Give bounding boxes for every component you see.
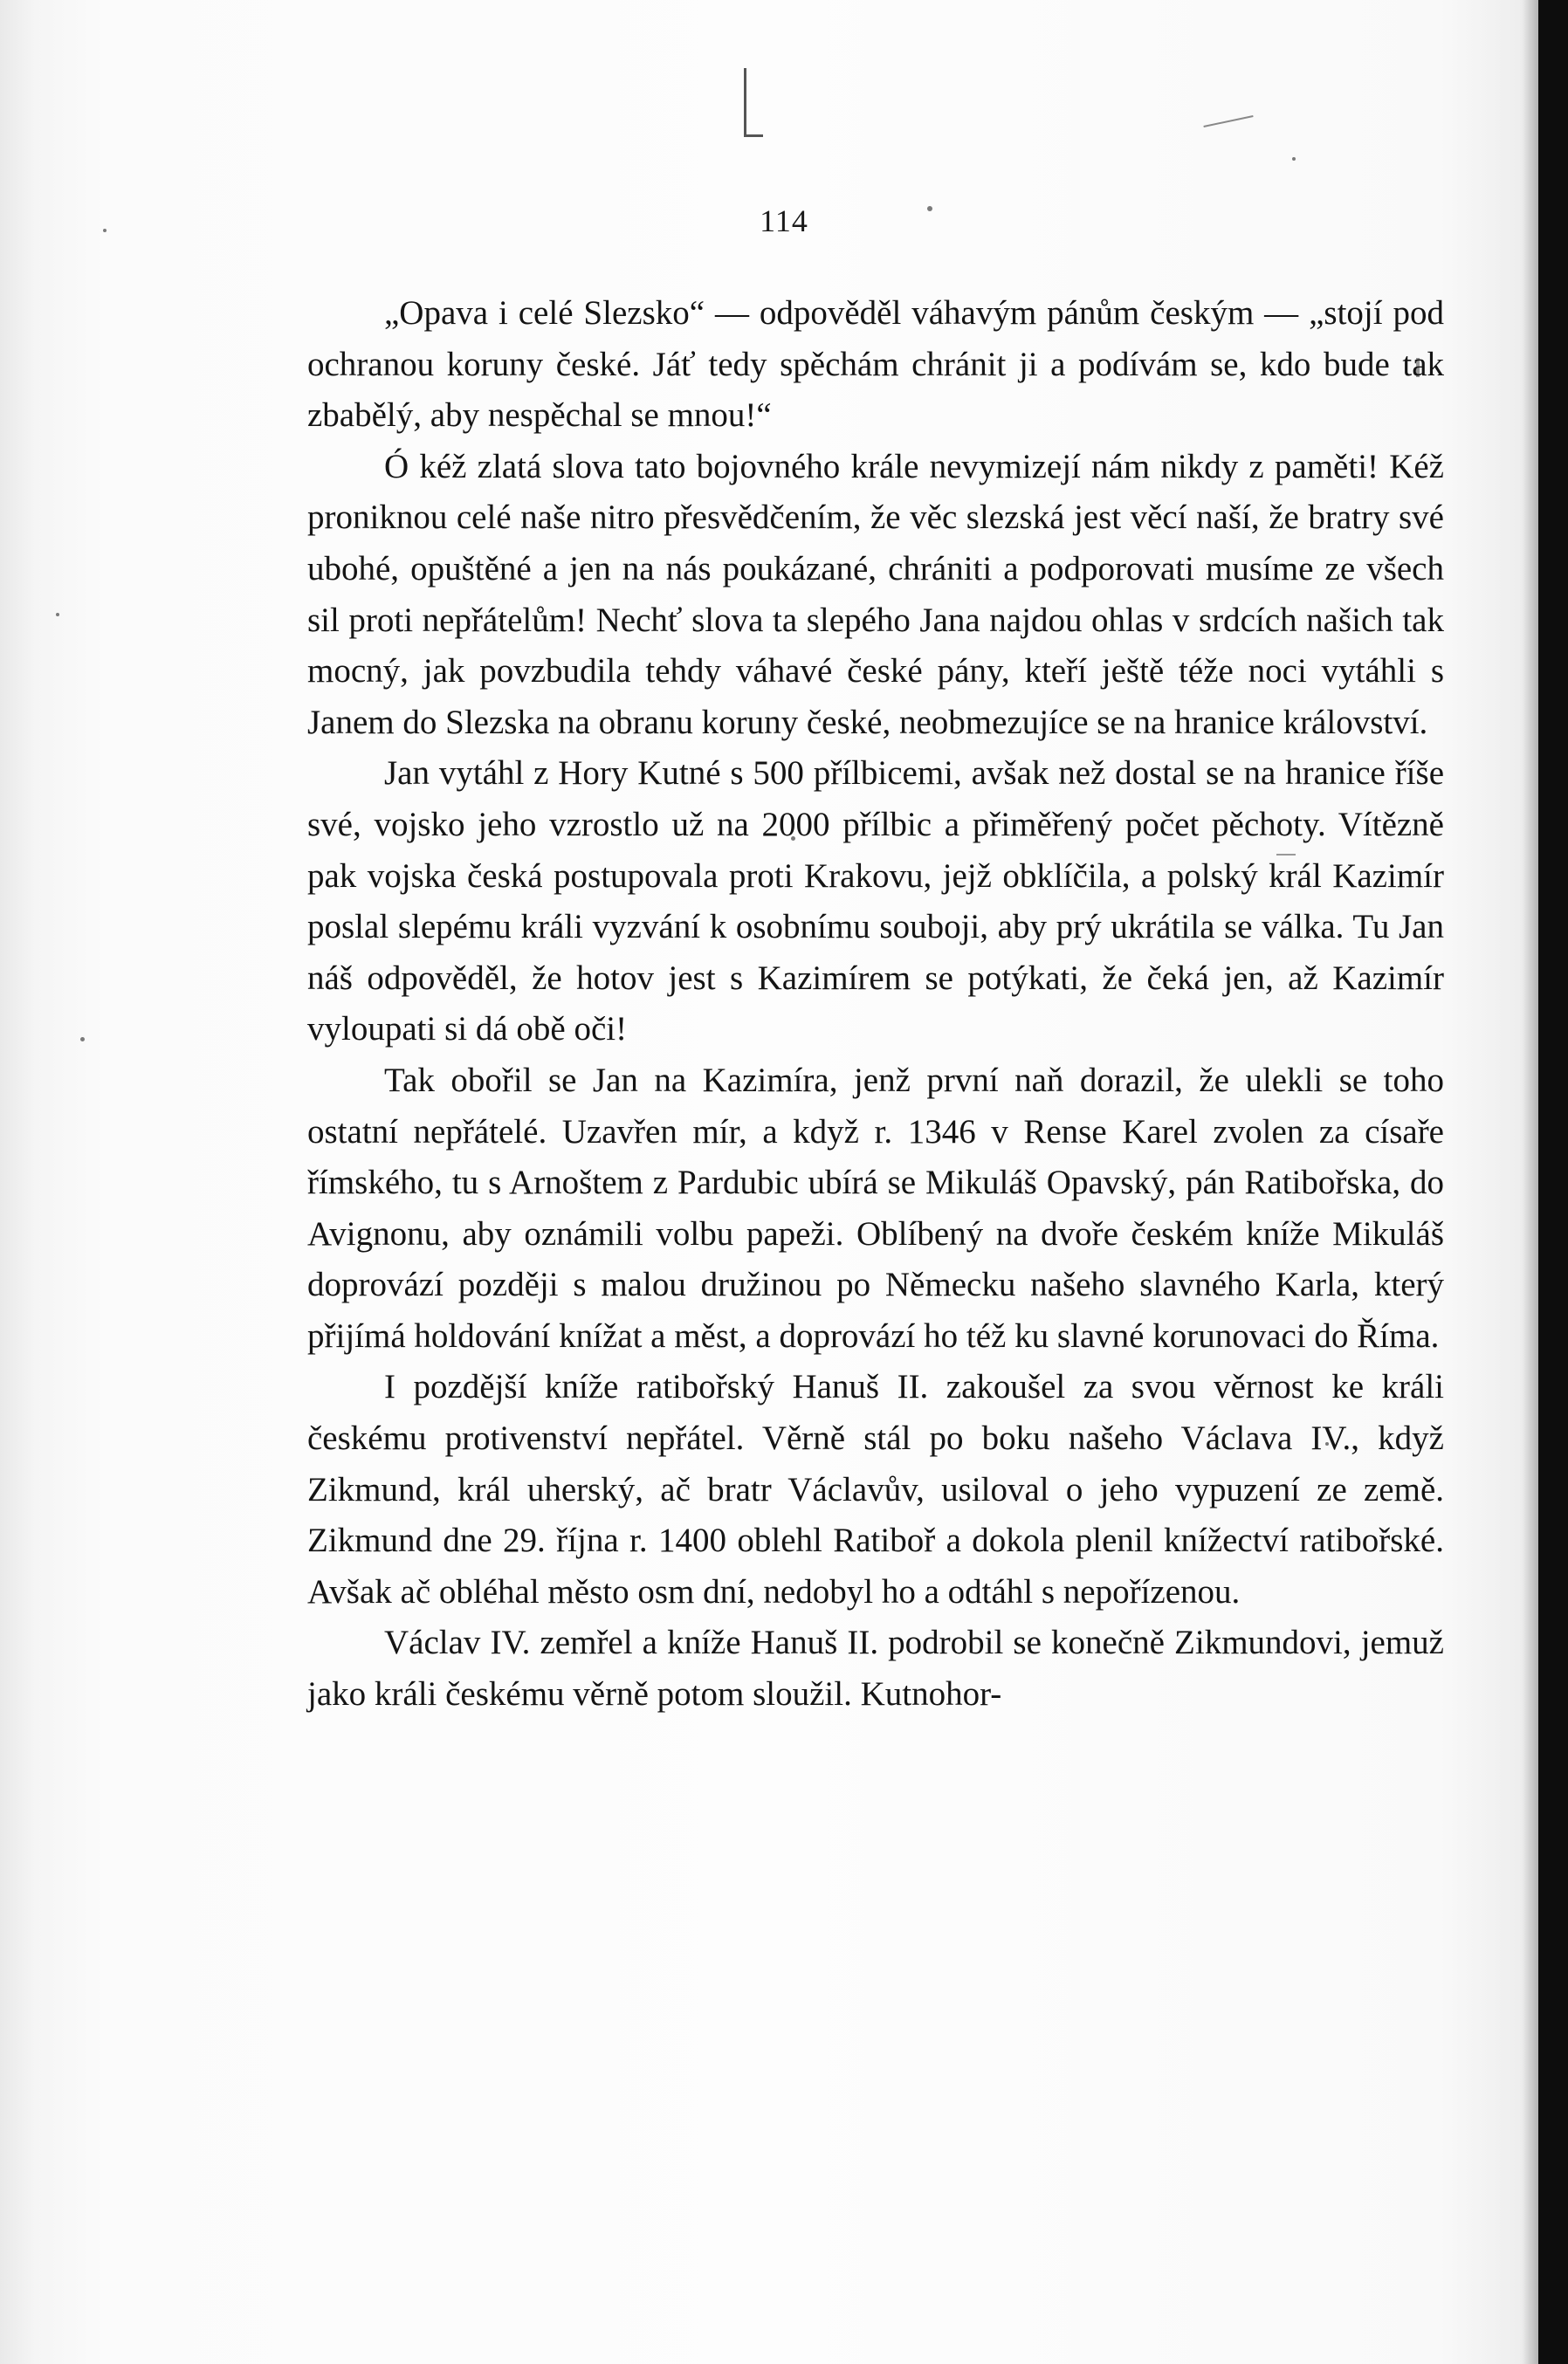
- paragraph: Jan vytáhl z Hory Kutné s 500 přílbicemi, avšak než dostal se na hranice říše své, vojsko jeho vzrostlo už na 2000 přílbic a přiměřený počet pěchoty. Vítězně pak vojska česká postupovala proti Krakovu, jejž obklíčila, a polský král Kazimír poslal slepému králi vyzvání k osobnímu souboji, aby prý ukrátila se válka. Tu Jan náš odpověděl, že hotov jest s Kazimírem se potýkati, že čeká jen, až Kazimír vyloupati si dá obě oči!: [307, 754, 1444, 1048]
- paragraph: Tak obořil se Jan na Kazimíra, jenž první naň dorazil, že ulekli se toho ostatní nepřátelé. Uzavřen mír, a když r. 1346 v Rense Karel zvolen za císaře římského, tu s Arnoštem z Pardubic ubírá se Mikuláš Opavský, pán Ratibořska, do Avignonu, aby oznámili volbu papeži. Oblíbený na dvoře českém kníže Mikuláš doprovází později s malou družinou po Německu našeho slavného Karla, který přijímá holdování knížat a měst, a doprovází ho též ku slavné korunovaci do Říma.: [307, 1061, 1444, 1355]
- paragraph: Václav IV. zemřel a kníže Hanuš II. podrobil se konečně Zikmundovi, jemuž jako králi českému věrně potom sloužil. Kutnohor-: [307, 1624, 1444, 1714]
- paragraph: Ó kéž zlatá slova tato bojovného krále nevymizejí nám nikdy z paměti! Kéž proniknou celé naše nitro přesvědčením, že věc slezská jest věcí naší, že bratry své ubohé, opuštěné a jen na nás poukázané, chrániti a podporovati musíme ze všech sil proti nepřátelům! Nechť slova ta slepého Jana najdou ohlas v srdcích našich tak mocný, jak povzbudila tehdy váhavé české pány, kteří ještě téže noci vytáhli s Janem do Slezska na obranu koruny české, neobmezujíce se na hranice království.: [307, 447, 1444, 741]
- page-edge-shadow: [1523, 0, 1538, 2364]
- scan-speck: [56, 613, 59, 616]
- body-text: [307, 288, 1444, 1721]
- scan-mark-vertical: [744, 68, 746, 136]
- paragraph: „Opava i celé Slezsko“ — odpověděl váhavým pánům českým — „stojí pod ochranou koruny české. Jáť tedy spěchám chránit ji a podívám se, kdo bude tak zbabělý, aby nespěchal se mnou!“: [307, 294, 1444, 435]
- scan-mark-dash: [1203, 115, 1253, 127]
- scan-border: [1538, 0, 1568, 2364]
- scan-speck: [1292, 157, 1296, 161]
- scan-mark-horizontal: [744, 134, 763, 137]
- page-number: 114: [760, 203, 808, 238]
- paragraph: I pozdější kníže ratibořský Hanuš II. zakoušel za svou věrnost ke králi českému protivenství nepřátel. Věrně stál po boku našeho Václava IV., když Zikmund, král uherský, ač bratr Václavův, usiloval o jeho vypuzení ze země. Zikmund dne 29. října r. 1400 oblehl Ratiboř a dokola plenil knížectví ratibořské. Avšak ač obléhal město osm dní, nedobyl ho a odtáhl s nepořízenou.: [307, 1368, 1444, 1611]
- scan-speck: [80, 1037, 85, 1041]
